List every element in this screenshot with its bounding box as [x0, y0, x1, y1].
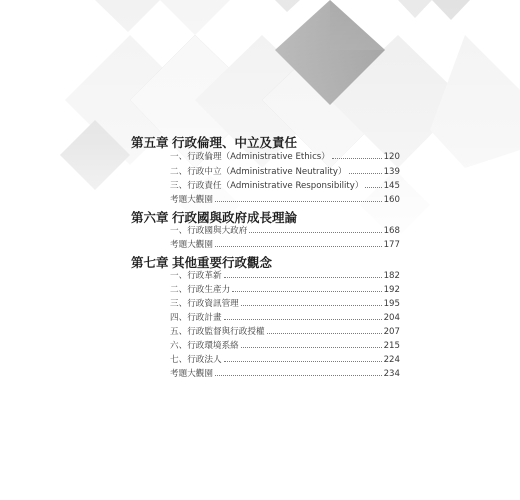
- toc-entry[interactable]: [170, 282, 400, 295]
- toc-entry[interactable]: [170, 192, 400, 205]
- entry-page: 215: [383, 341, 400, 351]
- entry-title: 三、行政責任（Administrative Responsibility）: [170, 181, 364, 191]
- dot-leader: [232, 290, 381, 292]
- dot-leader: [267, 332, 382, 334]
- toc-entry[interactable]: [170, 237, 400, 250]
- dot-leader: [241, 304, 382, 306]
- entry-title: 一、行政國與大政府: [170, 226, 248, 236]
- dot-leader: [224, 360, 382, 362]
- entry-title: 考題大觀園: [170, 369, 213, 379]
- entry-page: 139: [383, 167, 400, 177]
- entry-page: 120: [383, 152, 400, 162]
- toc-entry[interactable]: [170, 310, 400, 323]
- toc-entry[interactable]: [170, 223, 400, 236]
- chapter-name: 其他重要行政觀念: [172, 255, 273, 270]
- entry-title: 二、行政中立（Administrative Neutrality）: [170, 167, 347, 177]
- chapter-name: 行政國與政府成長理論: [172, 210, 298, 225]
- entry-page: 224: [383, 355, 400, 365]
- chapter-6-title[interactable]: [131, 208, 297, 224]
- chapter-7-title[interactable]: [131, 253, 272, 269]
- entry-page: 207: [383, 327, 400, 337]
- entry-title: 考題大觀園: [170, 195, 213, 205]
- entry-page: 234: [383, 369, 400, 379]
- entry-page: 195: [383, 299, 400, 309]
- toc-entry[interactable]: [170, 178, 400, 191]
- chapter-number: 第七章: [131, 255, 169, 270]
- toc-entry[interactable]: [170, 268, 400, 281]
- chapter-number: 第六章: [131, 210, 169, 225]
- entry-page: 168: [383, 226, 400, 236]
- chapter-name: 行政倫理、中立及責任: [172, 135, 298, 150]
- entry-title: 考題大觀園: [170, 240, 213, 250]
- toc-entry[interactable]: [170, 338, 400, 351]
- entry-title: 一、行政倫理（Administrative Ethics）: [170, 152, 330, 162]
- chapter-5-title[interactable]: [131, 133, 297, 149]
- entry-title: 五、行政監督與行政授權: [170, 327, 265, 337]
- entry-page: 160: [383, 195, 400, 205]
- entry-title: 三、行政資訊管理: [170, 299, 239, 309]
- entry-title: 一、行政革新: [170, 271, 222, 281]
- entry-title: 二、行政生產力: [170, 285, 231, 295]
- toc-entry[interactable]: [170, 149, 400, 162]
- entry-title: 七、行政法人: [170, 355, 222, 365]
- dot-leader: [241, 346, 382, 348]
- dot-leader: [365, 186, 381, 188]
- entry-title: 四、行政計畫: [170, 313, 222, 323]
- dot-leader: [224, 318, 382, 320]
- entry-page: 145: [383, 181, 400, 191]
- toc-entry[interactable]: [170, 366, 400, 379]
- toc-entry[interactable]: [170, 324, 400, 337]
- entry-page: 182: [383, 271, 400, 281]
- chapter-number: 第五章: [131, 135, 169, 150]
- dot-leader: [224, 276, 382, 278]
- dot-leader: [332, 157, 382, 159]
- entry-title: 六、行政環境系絡: [170, 341, 239, 351]
- toc-entry[interactable]: [170, 164, 400, 177]
- entry-page: 204: [383, 313, 400, 323]
- dot-leader: [215, 374, 382, 376]
- dot-leader: [215, 200, 382, 202]
- dot-leader: [249, 231, 381, 233]
- dot-leader: [349, 172, 382, 174]
- entry-page: 192: [383, 285, 400, 295]
- dot-leader: [215, 245, 382, 247]
- toc-entry[interactable]: [170, 352, 400, 365]
- entry-page: 177: [383, 240, 400, 250]
- toc-entry[interactable]: [170, 296, 400, 309]
